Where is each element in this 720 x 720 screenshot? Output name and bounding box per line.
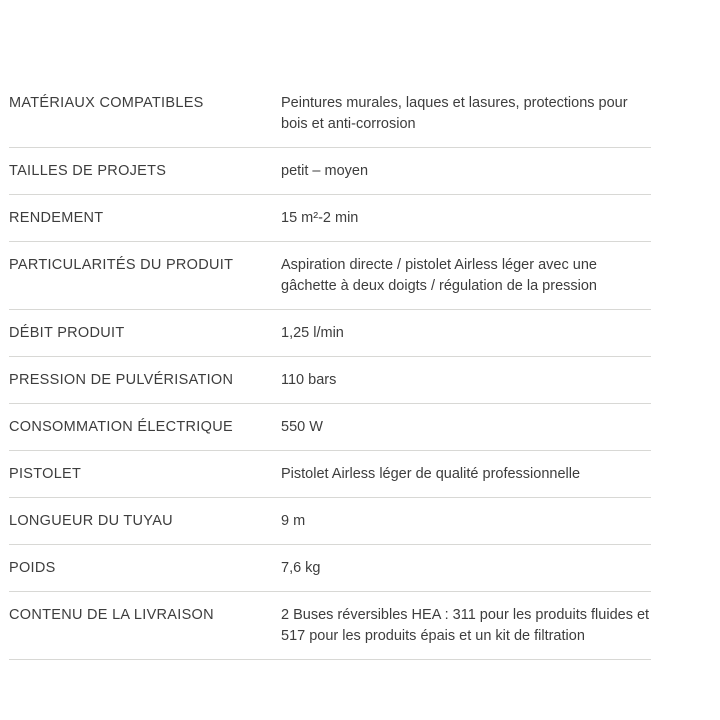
table-row	[9, 242, 651, 310]
specification-table-body	[9, 80, 651, 660]
spec-value: 1,25 l/min	[281, 325, 344, 342]
table-row	[9, 498, 651, 545]
spec-value: 2 Buses réversibles HEA : 311 pour les produits fluides et 517 pour les produits épais et un kit de filtration	[281, 607, 650, 645]
spec-value: 550 W	[281, 419, 323, 436]
table-row	[9, 148, 651, 195]
table-row	[9, 404, 651, 451]
spec-value: 7,6 kg	[281, 560, 321, 577]
spec-value: 15 m²-2 min	[281, 210, 359, 227]
table-row	[9, 545, 651, 592]
spec-label: CONSOMMATION ÉLECTRIQUE	[9, 419, 233, 436]
spec-label: POIDS	[9, 560, 56, 577]
spec-label: TAILLES DE PROJETS	[9, 163, 167, 180]
spec-label: PRESSION DE PULVÉRISATION	[9, 372, 234, 389]
spec-value: Aspiration directe / pistolet Airless léger avec une gâchette à deux doigts / régulation de la pression	[281, 257, 597, 295]
table-row	[9, 357, 651, 404]
spec-label: PISTOLET	[9, 466, 82, 483]
spec-value: 9 m	[281, 513, 306, 530]
spec-value: petit – moyen	[281, 163, 369, 180]
table-row	[9, 195, 651, 242]
specification-table	[9, 80, 651, 660]
spec-label: PARTICULARITÉS DU PRODUIT	[9, 257, 234, 274]
spec-value: Peintures murales, laques et lasures, protections pour bois et anti-corrosion	[281, 95, 628, 133]
spec-value: 110 bars	[281, 372, 337, 389]
table-row	[9, 310, 651, 357]
spec-label: CONTENU DE LA LIVRAISON	[9, 607, 214, 624]
spec-label: MATÉRIAUX COMPATIBLES	[9, 95, 204, 111]
spec-value: Pistolet Airless léger de qualité professionnelle	[281, 466, 581, 483]
spec-label: RENDEMENT	[9, 210, 104, 227]
table-row	[9, 451, 651, 498]
table-row	[9, 592, 651, 660]
spec-label: LONGUEUR DU TUYAU	[9, 513, 173, 530]
table-row	[9, 80, 651, 148]
spec-label: DÉBIT PRODUIT	[9, 325, 125, 342]
specification-sheet	[0, 80, 720, 660]
